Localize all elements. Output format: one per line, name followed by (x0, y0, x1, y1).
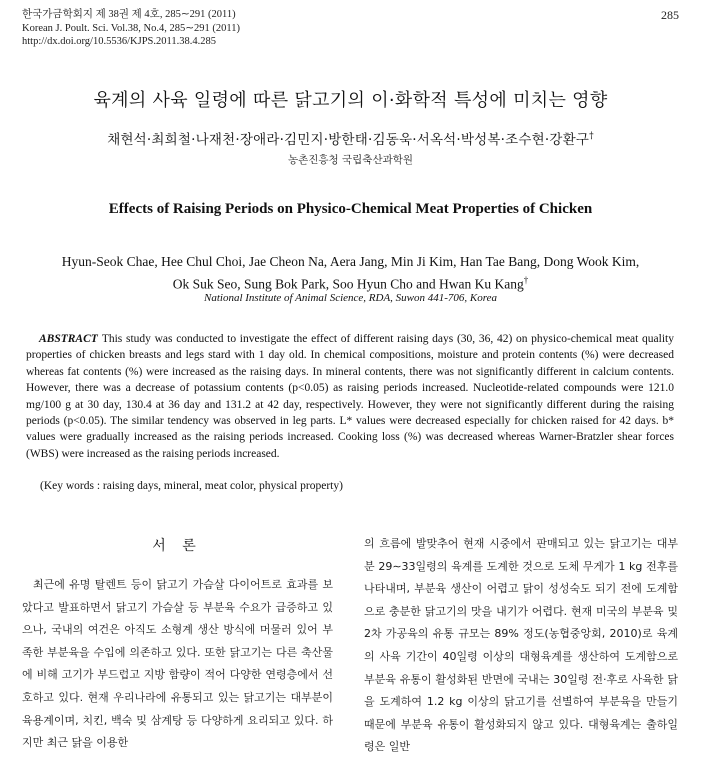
authors-english (40, 253, 661, 294)
corresponding-mark-en: † (523, 275, 529, 285)
authors-english-line2: Ok Suk Seo, Sung Bok Park, Soo Hyun Cho and Hwan Ku Kang (172, 276, 524, 292)
journal-name-kr: 한국가금학회지 제 38권 제 4호, 285∼291 (2011) (22, 9, 236, 20)
title-english: Effects of Raising Periods on Physico-Chemical Meat Properties of Chicken (108, 201, 593, 217)
section-title-introduction: 서 론 (152, 538, 202, 554)
abstract (26, 331, 674, 462)
journal-name-en: Korean J. Poult. Sci. Vol.38, No.4, 285∼291 (2011) (22, 22, 241, 34)
authors-korean-names: 채현석·최희철·나재천·장애라·김민지·방한태·김동욱·서옥석·박성복·조수현·강환구 (107, 132, 590, 148)
corresponding-mark: † (589, 131, 594, 142)
doi-link[interactable]: http://dx.doi.org/10.5536/KJPS.2011.38.4.285 (22, 36, 216, 47)
keywords: (Key words : raising days, mineral, meat color, physical property) (40, 480, 343, 492)
page-number: 285 (661, 8, 679, 22)
authors-korean (0, 128, 701, 148)
body-column-right: 의 흐름에 발맞추어 현재 시중에서 판매되고 있는 닭고기는 대부분 29∼33일령의 육계를 도계한 것으로 도체 무게가 1 kg 전후를 나타내며, 부분육 생산이 어렵고 닭이 성성숙도 되기 전에 도계함으로 충분한 닭고기의 맛을 내기가 어렵다. 현재 미국의 부분육 및 2차 가공육의 유통 규모는 89% 정도(농협중앙회, 2010)로 육계의 사육 기간이 40일령 이상의 대형육계를 생산하여 도계함으로 부분육 유통이 활성화된 반면에 국내는 30일령 전·후로 사육한 닭을 도계하여 1.2 kg 이상의 닭고기를 선별하여 부분육을 만들기 때문에 부분육 유통이 활성화되지 않고 있다. 대형육계는 출하일령은 일반 (364, 537, 678, 754)
authors-english-line2-wrap (40, 271, 661, 294)
title-korean: 육계의 사육 일령에 따른 닭고기의 이·화학적 특성에 미치는 영향 (93, 90, 608, 111)
abstract-text: This study was conducted to investigate the effect of different raising days (30, 36, 42) on physico-chemical meat quality properties of chicken breasts and legs stard with 1 day old. In chemical compositions, moisture and protein contents (%) were decreased whereas fat contents (%) were increased as the raising days. In mineral contents, there was not significantly different in calcium contents. However, there was a decrease of potassium contents (p<0.05) as raising periods increased. Nucleotide-related compounds were 121.0 mg/100 g at 30 day, 130.4 at 36 day and 131.2 at 42 day, respectively. However, they were not significantly different during the raising periods (p<0.05). The similar tendency was observed in leg parts. L* values were decreased especially for chicken raised for 42 days. b* values were gradually increased as the raising periods increased. Cooking loss (%) was decreased whereas Warner-Bratzler shear forces (WBS) were increased as the raising periods increased. (26, 333, 674, 460)
authors-english-line1: Hyun-Seok Chae, Hee Chul Choi, Jae Cheon Na, Aera Jang, Min Ji Kim, Han Tae Bang, Dong Wook Kim, (61, 254, 640, 269)
journal-header (22, 8, 240, 49)
abstract-label: ABSTRACT (39, 333, 98, 345)
affiliation-english: National Institute of Animal Science, RDA, Suwon 441-706, Korea (204, 292, 497, 304)
affiliation-korean: 농촌진흥청 국립축산과학원 (287, 154, 414, 166)
body-column-left: 최근에 유명 탈렌트 등이 닭고기 가슴살 다이어트로 효과를 보았다고 발표하면서 닭고기 가슴살 등 부분육 수요가 급증하고 있으나, 국내의 여건은 아직도 소형계 생산 방식에 머물러 있어 부족한 부분육을 수입에 의존하고 있다. 또한 닭고기는 다른 축산물에 비해 고기가 부드럽고 지방 함량이 적어 다양한 연령층에서 선호하고 있다. 현재 우리나라에 유통되고 있는 닭고기는 대부분이 육용계이며, 치킨, 백숙 및 삼계탕 등 다양하게 요리되고 있다. 하지만 최근 닭을 이용한 (22, 578, 333, 750)
